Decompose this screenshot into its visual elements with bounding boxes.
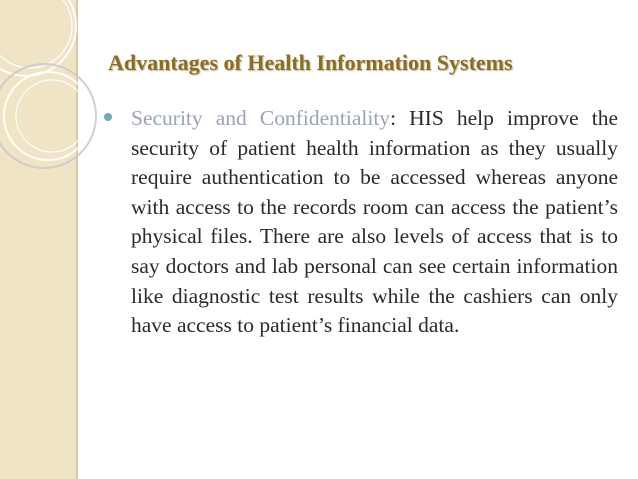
bullet-item bbox=[104, 104, 618, 341]
decorative-rings-graphic bbox=[0, 0, 110, 479]
slide-title: Advantages of Health Information Systems bbox=[108, 50, 513, 75]
bullet-list bbox=[104, 104, 618, 341]
bullet-dot-icon bbox=[104, 113, 112, 121]
decorative-ring bbox=[4, 72, 92, 160]
bullet-term: Security and Confidentiality bbox=[131, 106, 391, 130]
decorative-ring bbox=[16, 80, 88, 152]
bullet-text bbox=[131, 104, 618, 341]
decorative-ring bbox=[0, 0, 72, 68]
bullet-body: : HIS help improve the security of patient health information as they usually require authentication to be accessed whereas anyone with access to the records room can access the patient’s physical files. There are also levels of access that is to say doctors and lab personal can see certain information like diagnostic test results while the cashiers can only have access to patient’s financial data. bbox=[131, 106, 618, 338]
